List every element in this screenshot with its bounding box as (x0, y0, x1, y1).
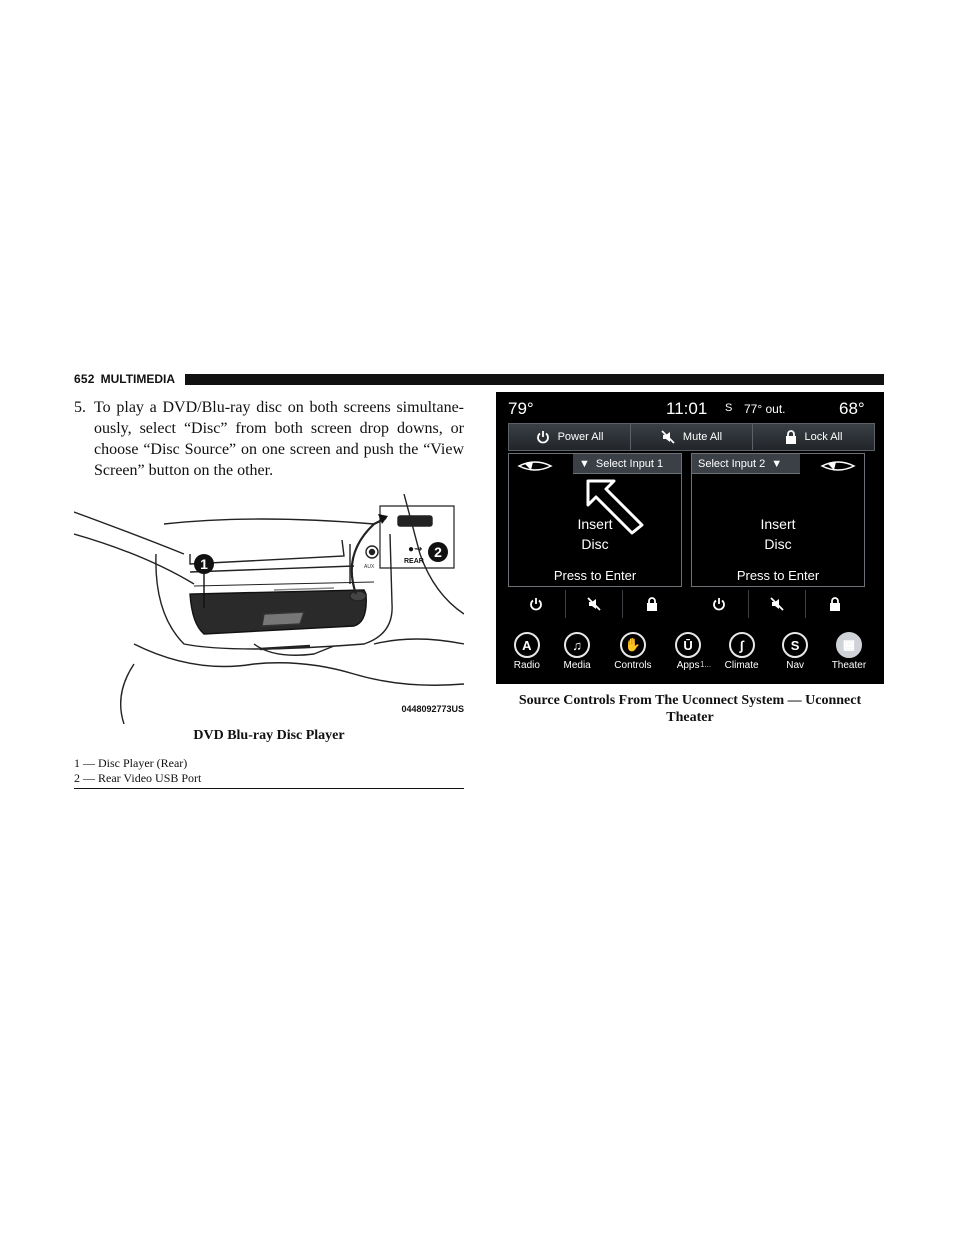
page-number: 652 (74, 372, 95, 386)
outside-temp: 77° out. (744, 402, 786, 416)
lock-icon (785, 430, 797, 444)
lock-all-label: Lock All (804, 431, 843, 443)
radio-icon: A (514, 632, 540, 658)
lock-icon (646, 597, 658, 611)
s-indicator: S (725, 402, 733, 414)
dock-label: Radio (513, 660, 540, 671)
mute-all-label: Mute All (682, 431, 723, 443)
step-text: To play a DVD/Blu-ray disc on both screens simultane- ously, select “Disc” from both screen drop downs, or choose “Disc Source” on one screen and push the “View Screen” button on the other. (94, 399, 464, 479)
temp-right: 68° (839, 399, 865, 418)
dock-nav[interactable] (782, 632, 808, 684)
header-rule (185, 374, 884, 385)
mute-icon (587, 597, 601, 611)
power-icon (529, 597, 543, 611)
bluray-logo-icon (818, 456, 858, 476)
disc-label: Disc (764, 536, 792, 552)
step-number: 5. (74, 399, 86, 416)
temp-left: 79° (508, 399, 534, 418)
clock: 11:01 (666, 399, 708, 418)
climate-icon: ∫ (729, 632, 755, 658)
status-bar (496, 392, 884, 420)
callout-1: 1 (200, 556, 208, 572)
mute-icon (770, 597, 784, 611)
figure-code: 0448092773US (401, 704, 464, 714)
apps-icon: Ū (675, 632, 701, 658)
disc-label: Disc (581, 536, 609, 552)
dock-media[interactable] (563, 632, 590, 684)
dropdown-triangle-icon: ▼ (579, 457, 590, 470)
power-icon (536, 430, 550, 444)
nav-icon: S (782, 632, 808, 658)
right-screen-panel[interactable] (691, 453, 865, 587)
dock-label: Theater (831, 660, 867, 671)
dock-label: Nav (786, 660, 805, 671)
select-input-2-label: Select Input 2 (698, 457, 766, 470)
mute-all-button[interactable] (631, 424, 753, 450)
page-header (74, 372, 884, 386)
figure1-legend (74, 756, 464, 786)
select-input-1-dropdown[interactable] (573, 454, 681, 474)
theater-icon: ▦ (836, 632, 862, 658)
power-all-label: Power All (557, 431, 604, 443)
right-lock-button[interactable] (806, 590, 863, 618)
left-screen-controls (508, 590, 680, 618)
dock-radio[interactable] (514, 632, 540, 684)
bottom-dock (496, 632, 884, 684)
left-mute-button[interactable] (566, 590, 624, 618)
dock-climate[interactable] (725, 632, 759, 684)
figure1-caption: DVD Blu-ray Disc Player (193, 728, 345, 743)
right-mute-button[interactable] (749, 590, 807, 618)
dock-label: Media (563, 660, 591, 671)
media-icon: ♫ (564, 632, 590, 658)
controls-icon: ✋ (620, 632, 646, 658)
insert-label: Insert (577, 516, 613, 532)
press-to-enter: Press to Enter (736, 568, 820, 583)
rear-label: REAR (404, 558, 424, 565)
right-screen-controls (691, 590, 863, 618)
step-5 (74, 397, 464, 481)
aux-label: AUX (364, 564, 375, 570)
legend-item: 1 — Disc Player (Rear) (74, 756, 188, 770)
dock-label: Climate (724, 660, 759, 671)
left-lock-button[interactable] (623, 590, 680, 618)
left-power-button[interactable] (508, 590, 566, 618)
dock-label: Controls (614, 660, 652, 671)
power-all-button[interactable] (509, 424, 631, 450)
disc-player-illustration (74, 494, 464, 724)
dock-controls[interactable] (614, 632, 651, 684)
select-input-1-label: Select Input 1 (595, 457, 664, 470)
global-controls (508, 423, 875, 451)
lock-all-button[interactable] (753, 424, 874, 450)
dock-label: Apps (676, 660, 700, 671)
select-input-2-dropdown[interactable] (692, 454, 800, 474)
section-title: MULTIMEDIA (100, 372, 176, 386)
insert-disc-text (692, 514, 864, 554)
callout-2: 2 (434, 544, 442, 560)
dropdown-triangle-icon: ▼ (771, 457, 783, 470)
bluray-logo-icon (515, 456, 555, 476)
power-icon (712, 597, 726, 611)
legend-rule (74, 788, 464, 789)
dock-theater[interactable] (832, 632, 866, 684)
lock-icon (829, 597, 841, 611)
right-power-button[interactable] (691, 590, 749, 618)
uconnect-screen (496, 392, 884, 684)
figure2-caption: Source Controls From The Uconnect System — Uconnect Theater (518, 693, 862, 725)
dock-apps[interactable] (675, 632, 701, 684)
pointer-arrow-icon (580, 475, 650, 537)
insert-label: Insert (760, 516, 796, 532)
usb-icon: ●⇝ (408, 544, 423, 555)
apps-badge: 1... (700, 660, 712, 669)
press-to-enter: Press to Enter (553, 568, 637, 583)
mute-icon (661, 430, 675, 444)
legend-item: 2 — Rear Video USB Port (74, 771, 202, 785)
